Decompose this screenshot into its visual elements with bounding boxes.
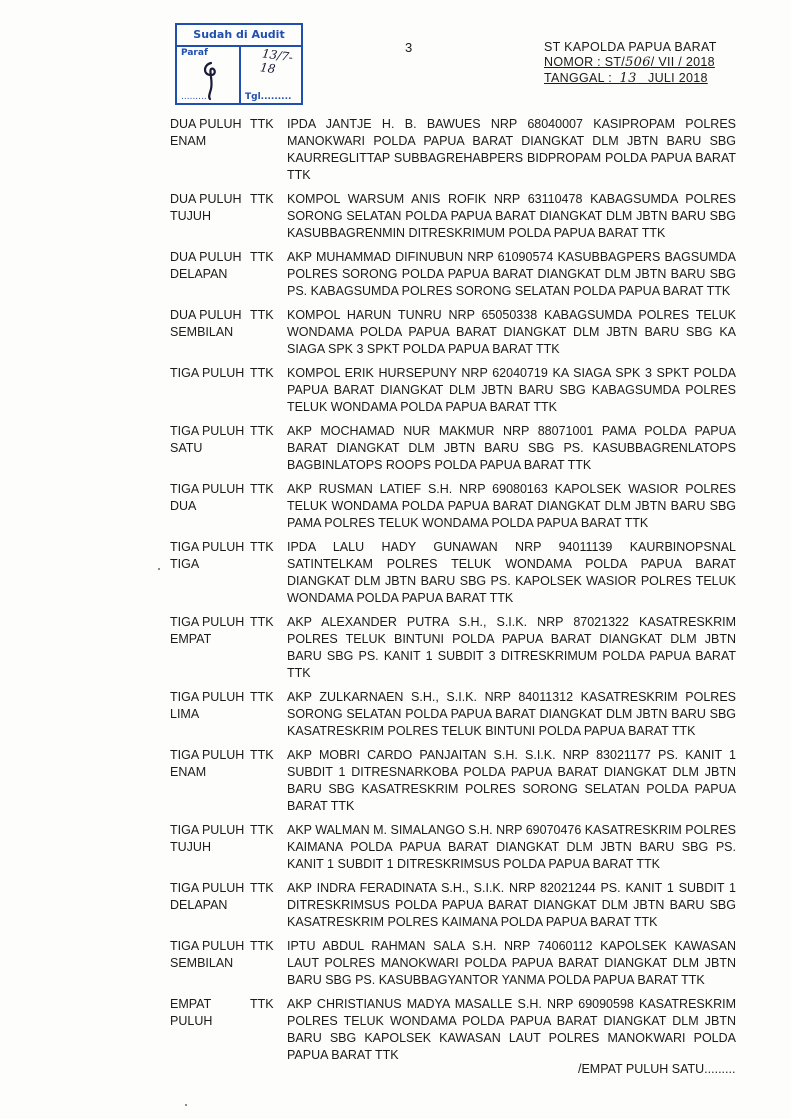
item-number-line1: DUA PULUH: [170, 250, 242, 264]
item-ttk: TTK: [250, 308, 274, 322]
item-ttk: TTK: [250, 939, 274, 953]
scan-speck: [185, 1104, 187, 1106]
item-number: [170, 996, 250, 1064]
item-number: [170, 423, 250, 474]
item-number-line1: TIGA PULUH: [170, 540, 245, 554]
item-ttk: TTK: [250, 615, 274, 629]
nomor-handwritten: 506: [625, 55, 651, 70]
item-number-line2: DELAPAN: [170, 267, 228, 281]
tanggal-handwritten: 13: [619, 71, 637, 86]
item-text: AKP MOCHAMAD NUR MAKMUR NRP 88071001 PAMA POLDA PAPUA BARAT DIANGKAT DLM JBTN BARU SBG PS. KASUBBAGRENLATOPS BAGBINLATOPS ROOPS POLDA PAPUA BARAT TTK: [287, 424, 736, 472]
item-number-line2: SEMBILAN: [170, 956, 234, 970]
stamp-tgl-label: Tgl.........: [245, 92, 292, 102]
stamp-divider: [239, 47, 241, 105]
list-item: [170, 822, 736, 873]
list-item: [170, 539, 736, 607]
item-number-line1: TIGA PULUH: [170, 748, 245, 762]
item-number-line2: SEMBILAN: [170, 325, 234, 339]
item-number: [170, 614, 250, 682]
header-title: ST KAPOLDA PAPUA BARAT: [544, 40, 717, 54]
list-item: [170, 423, 736, 474]
item-number-line2: TIGA: [170, 557, 200, 571]
item-number: [170, 880, 250, 931]
item-text: IPTU ABDUL RAHMAN SALA S.H. NRP 74060112 KAPOLSEK KAWASAN LAUT POLRES MANOKWARI POLDA PAPUA BARAT DIANGKAT DLM JBTN BARU SBG PS. KASUBBAGYANTOR YANMA POLDA PAPUA BARAT TTK: [287, 939, 736, 987]
item-number-line1: EMPAT: [170, 997, 212, 1011]
item-number-line2: DELAPAN: [170, 898, 228, 912]
item-number-line1: TIGA PULUH: [170, 482, 245, 496]
item-text: KOMPOL WARSUM ANIS ROFIK NRP 63110478 KABAGSUMDA POLRES SORONG SELATAN POLDA PAPUA BARAT DIANGKAT DLM JBTN BARU SBG KASUBBAGRENMIN DITRESKRIMUM POLDA PAPUA BARAT TTK: [287, 192, 736, 240]
item-number-line2: SATU: [170, 441, 203, 455]
list-item: [170, 191, 736, 242]
item-number-line2: ENAM: [170, 765, 207, 779]
item-text: KOMPOL HARUN TUNRU NRP 65050338 KABAGSUMDA POLRES TELUK WONDAMA POLDA PAPUA BARAT DIANGKAT DLM JBTN BARU SBG KA SIAGA SPK 3 SPKT POLDA PAPUA BARAT TTK: [287, 308, 736, 356]
item-ttk: TTK: [250, 117, 274, 131]
stamp-handwritten-date: 13/7-18: [259, 46, 294, 77]
list-item: [170, 116, 736, 184]
item-number-line2: LIMA: [170, 707, 200, 721]
item-number: [170, 539, 250, 607]
item-number-line2: TUJUH: [170, 209, 211, 223]
item-text: AKP ZULKARNAEN S.H., S.I.K. NRP 84011312 KASATRESKRIM POLRES SORONG SELATAN POLDA PAPUA BARAT DIANGKAT DLM JBTN BARU SBG KASATRESKRIM POLRES TELUK BINTUNI POLDA PAPUA BARAT TTK: [287, 690, 736, 738]
item-text: AKP RUSMAN LATIEF S.H. NRP 69080163 KAPOLSEK WASIOR POLRES TELUK WONDAMA POLDA PAPUA BARAT DIANGKAT DLM JBTN BARU SBG PAMA POLRES TELUK WONDAMA POLDA PAPUA BARAT TTK: [287, 482, 736, 530]
header-tanggal: [544, 71, 736, 86]
item-number: [170, 365, 250, 416]
item-number-line2: DUA: [170, 499, 197, 513]
item-number: [170, 747, 250, 815]
item-number-line2: ENAM: [170, 134, 207, 148]
item-number-line1: TIGA PULUH: [170, 366, 245, 380]
item-number-line1: DUA PULUH: [170, 192, 242, 206]
item-ttk: TTK: [250, 690, 274, 704]
item-number: [170, 938, 250, 989]
stamp-dots: .........: [181, 92, 207, 102]
stamp-body: [177, 47, 301, 105]
item-text: IPDA JANTJE H. B. BAWUES NRP 68040007 KASIPROPAM POLRES MANOKWARI POLDA PAPUA BARAT DIANGKAT DLM JBTN BARU SBG KAURREGLITTAP SUBBAGREHABPERS BIDPROPAM POLDA PAPUA BARAT TTK: [287, 117, 736, 182]
item-ttk: TTK: [250, 823, 274, 837]
stamp-title: Sudah di Audit: [177, 25, 301, 47]
item-text: AKP CHRISTIANUS MADYA MASALLE S.H. NRP 69090598 KASATRESKRIM POLRES TELUK WONDAMA POLDA PAPUA BARAT DIANGKAT DLM JBTN BARU SBG KAPOLSEK KAWASAN LAUT POLRES MANOKWARI POLDA PAPUA BARAT TTK: [287, 997, 736, 1062]
list-item: [170, 365, 736, 416]
item-ttk: TTK: [250, 424, 274, 438]
list-item: [170, 249, 736, 300]
list-item: [170, 747, 736, 815]
item-text: AKP WALMAN M. SIMALANGO S.H. NRP 69070476 KASATRESKRIM POLRES KAIMANA POLDA PAPUA BARAT DIANGKAT DLM JBTN BARU SBG PS. KANIT 1 SUBDIT 1 DITRESKRIMSUS POLDA PAPUA BARAT TTK: [287, 823, 736, 871]
item-ttk: TTK: [250, 366, 274, 380]
item-number-line2: EMPAT: [170, 632, 212, 646]
item-ttk: TTK: [250, 540, 274, 554]
tanggal-label: TANGGAL :: [544, 71, 612, 85]
nomor-label: NOMOR : ST/: [544, 55, 626, 69]
stamp-paraf-label: Paraf: [181, 48, 208, 58]
item-number-line2: TUJUH: [170, 840, 211, 854]
nomor-suffix: / VII / 2018: [650, 55, 715, 69]
tanggal-suffix: JULI 2018: [648, 71, 708, 85]
item-number: [170, 822, 250, 873]
item-number: [170, 481, 250, 532]
item-text: AKP ALEXANDER PUTRA S.H., S.I.K. NRP 87021322 KASATRESKRIM POLRES TELUK BINTUNI POLDA PAPUA BARAT DIANGKAT DLM JBTN BARU SBG PS. KANIT 1 SUBDIT 3 DITRESKRIMUM POLDA PAPUA BARAT TTK: [287, 615, 736, 680]
item-number-line1: TIGA PULUH: [170, 615, 245, 629]
list-item: [170, 481, 736, 532]
item-text: IPDA LALU HADY GUNAWAN NRP 94011139 KAURBINOPSNAL SATINTELKAM POLRES TELUK WONDAMA POLDA PAPUA BARAT DIANGKAT DLM JBTN BARU SBG PS. KAPOLSEK WASIOR POLRES TELUK WONDAMA POLDA PAPUA BARAT TTK: [287, 540, 736, 605]
item-ttk: TTK: [250, 881, 274, 895]
list-item: [170, 996, 736, 1064]
item-number-line1: DUA PULUH: [170, 308, 242, 322]
item-ttk: TTK: [250, 192, 274, 206]
item-number-line1: TIGA PULUH: [170, 881, 245, 895]
item-text: AKP MOBRI CARDO PANJAITAN S.H. S.I.K. NRP 83021177 PS. KANIT 1 SUBDIT 1 DITRESNARKOBA POLDA PAPUA BARAT DIANGKAT DLM JBTN BARU SBG KASATRESKRIM POLRES SORONG SELATAN POLDA PAPUA BARAT TTK: [287, 748, 736, 813]
item-number: [170, 116, 250, 184]
list-item: [170, 938, 736, 989]
page-number: 3: [405, 40, 413, 55]
item-ttk: TTK: [250, 748, 274, 762]
item-number-line2: PULUH: [170, 1014, 213, 1028]
item-text: AKP INDRA FERADINATA S.H., S.I.K. NRP 82021244 PS. KANIT 1 SUBDIT 1 DITRESKRIMSUS POLDA PAPUA BARAT DIANGKAT DLM JBTN BARU SBG KASATRESKRIM POLRES KAIMANA POLDA PAPUA BARAT TTK: [287, 881, 736, 929]
item-number-line1: TIGA PULUH: [170, 424, 245, 438]
item-number: [170, 191, 250, 242]
item-ttk: TTK: [250, 250, 274, 264]
item-number-line1: TIGA PULUH: [170, 823, 245, 837]
list-item: [170, 614, 736, 682]
scan-speck: [158, 568, 160, 570]
entries-list: [170, 116, 736, 1071]
item-text: AKP MUHAMMAD DIFINUBUN NRP 61090574 KASUBBAGPERS BAGSUMDA POLRES SORONG POLDA PAPUA BARAT DIANGKAT DLM JBTN BARU SBG PS. KABAGSUMDA POLRES SORONG SELATAN POLDA PAPUA BARAT TTK: [287, 250, 736, 298]
item-number-line1: DUA PULUH: [170, 117, 242, 131]
header-nomor: [544, 55, 736, 70]
continuation-footer: /EMPAT PULUH SATU.........: [578, 1062, 736, 1076]
list-item: [170, 307, 736, 358]
list-item: [170, 689, 736, 740]
item-number: [170, 689, 250, 740]
item-text: KOMPOL ERIK HURSEPUNY NRP 62040719 KA SIAGA SPK 3 SPKT POLDA PAPUA BARAT DIANGKAT DLM JBTN BARU SBG KABAGSUMDA POLRES TELUK WONDAMA POLDA PAPUA BARAT TTK: [287, 366, 736, 414]
item-ttk: TTK: [250, 482, 274, 496]
item-number-line1: TIGA PULUH: [170, 939, 245, 953]
item-number: [170, 307, 250, 358]
item-number: [170, 249, 250, 300]
list-item: [170, 880, 736, 931]
item-number-line1: TIGA PULUH: [170, 690, 245, 704]
audit-stamp: [175, 23, 303, 105]
item-ttk: TTK: [250, 997, 274, 1011]
